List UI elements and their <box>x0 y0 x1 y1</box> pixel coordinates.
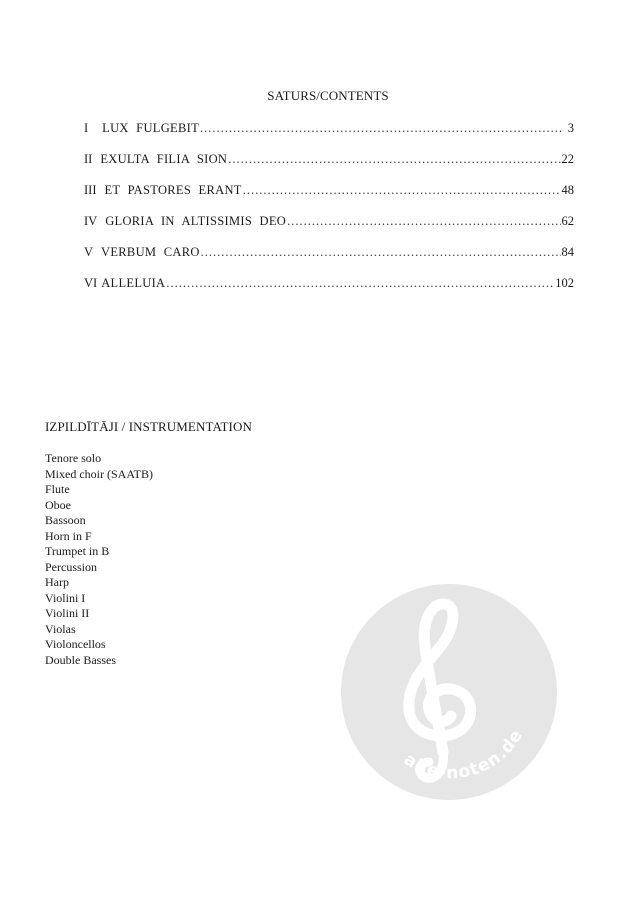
toc-entry-page: 62 <box>561 214 574 228</box>
toc-entry-number: VI <box>84 276 98 290</box>
toc-entry <box>84 276 574 307</box>
toc-entry <box>84 121 574 152</box>
toc-entry-page: 48 <box>561 183 574 197</box>
instrument-item: Flute <box>45 482 70 496</box>
toc-entry-title: EXULTA FILIA SION <box>100 152 228 166</box>
toc-dot-leader <box>243 183 561 198</box>
toc-entry-number: II <box>84 152 93 166</box>
instrument-item: Tenore solo <box>45 451 102 465</box>
watermark-logo <box>341 584 557 800</box>
toc-entry-title: GLORIA IN ALTISSIMIS DEO <box>105 214 287 228</box>
toc-entry-page: 22 <box>561 152 574 166</box>
instrument-item: Oboe <box>45 497 71 512</box>
contents-title: SATURS/CONTENTS <box>267 88 389 103</box>
toc-dot-leader <box>200 121 563 136</box>
toc-entry <box>84 214 574 245</box>
toc-entry-title: VERBUM CARO <box>101 245 200 259</box>
toc-entry <box>84 245 574 276</box>
instrument-item: Percussion <box>45 559 97 574</box>
table-of-contents <box>84 121 574 307</box>
toc-dot-leader <box>201 245 561 260</box>
toc-entry-number: IV <box>84 214 98 228</box>
instrument-item: Harp <box>45 575 69 589</box>
instrument-item: Bassoon <box>45 513 86 527</box>
toc-entry-title: LUX FULGEBIT <box>102 121 199 135</box>
watermark-text: alle-noten.de <box>400 725 528 784</box>
toc-entry-number: I <box>84 121 89 135</box>
toc-entry-page: 102 <box>555 276 574 290</box>
instrument-item: Violoncellos <box>45 637 106 651</box>
toc-entry-number: V <box>84 245 94 259</box>
instrument-item: Mixed choir (SAATB) <box>45 466 153 481</box>
toc-entry-number: III <box>84 183 97 197</box>
toc-entry-page: 3 <box>567 121 574 135</box>
instrument-item: Violas <box>45 621 76 636</box>
toc-entry-title: ET PASTORES ERANT <box>104 183 242 197</box>
instrument-item: Trumpet in B <box>45 544 110 558</box>
toc-dot-leader <box>287 214 560 229</box>
instrument-item: Violini I <box>45 590 86 605</box>
instrumentation-heading: IZPILDĪTĀJI / INSTRUMENTATION <box>45 419 252 434</box>
toc-entry <box>84 183 574 214</box>
toc-dot-leader <box>228 152 560 167</box>
instrument-item: Horn in F <box>45 528 92 543</box>
instrument-item: Double Basses <box>45 652 116 667</box>
toc-entry-title: ALLELUIA <box>101 276 166 290</box>
toc-entry-page: 84 <box>561 245 574 259</box>
toc-dot-leader <box>166 276 554 291</box>
instrument-item: Violini II <box>45 606 90 620</box>
toc-entry <box>84 152 574 183</box>
instrumentation-list <box>45 451 153 668</box>
